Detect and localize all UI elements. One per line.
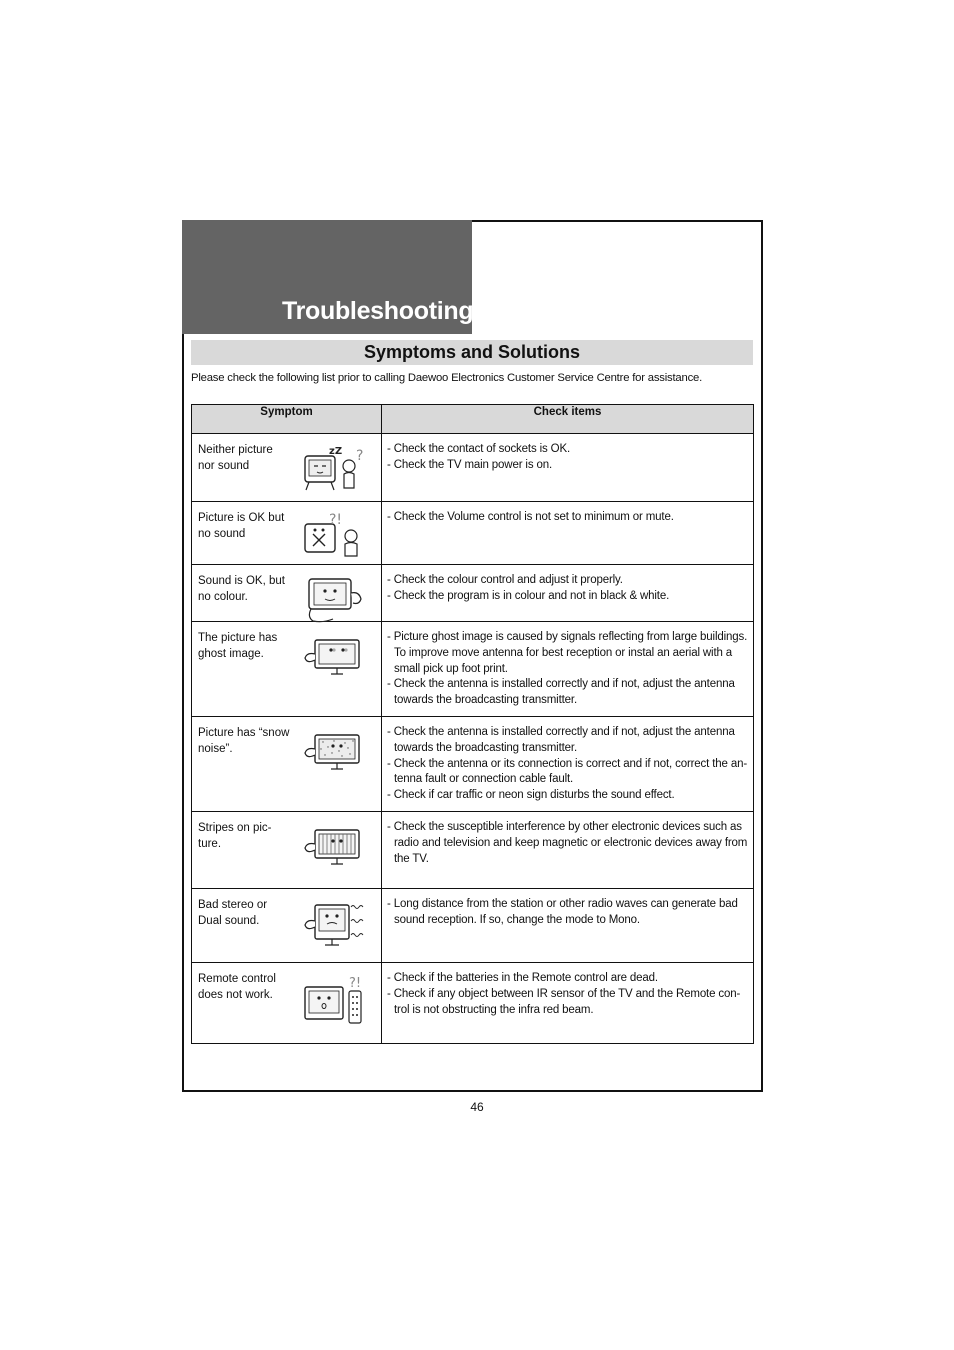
symptom-cell [192,565,382,622]
no-colour-tv-icon [301,575,367,627]
check-list [387,510,749,526]
check-list [387,971,749,1018]
check-items-cell [382,622,754,717]
symptom-cell [192,889,382,963]
check-item: - Check if any object between IR sensor of the TV and the Remote con-trol is not obstructing the infra red beam. [387,987,749,1019]
symptom-label: Remote control does not work. [198,973,276,1001]
check-item: - Check the contact of sockets is OK. [387,442,749,458]
svg-text:?!: ?! [329,512,343,528]
bad-sound-tv-icon [301,899,367,951]
symptom-label: Picture is OK but no sound [198,512,285,540]
section-title: Symptoms and Solutions [363,342,581,362]
symptom-label: Neither picture nor sound [198,444,273,472]
check-item: - Check the antenna or its connection is correct and if not, correct the an-tenna fault or connection cable fault. [387,757,749,789]
symptom-label: Bad stereo or Dual sound. [198,899,268,927]
table-row [192,565,754,622]
remote-control-tv-icon [301,973,367,1025]
check-item: - Picture ghost image is caused by signals reflecting from large buildings. To improve move antenna for best reception or instal an aerial with a small pick up foot print. [387,630,749,677]
check-items-cell [382,565,754,622]
check-items-cell [382,812,754,889]
check-list [387,820,749,867]
check-item: - Check the colour control and adjust it properly. [387,573,749,589]
symptom-cell [192,502,382,565]
check-list [387,897,749,929]
svg-text:?!: ?! [349,976,362,991]
check-item: - Check the susceptible interference by other electronic devices such as radio and television and keep magnetic or electronic devices away from the TV. [387,820,749,867]
symptom-cell [192,812,382,889]
intro-text: Please check the following list prior to calling Daewoo Electronics Customer Service Centre for assistance. [191,372,703,384]
check-items-cell [382,963,754,1044]
check-item: - Check the program is in colour and not in black & white. [387,589,749,605]
check-items-cell [382,502,754,565]
table-row [192,434,754,502]
symptom-label: Stripes on pic-ture. [198,822,272,850]
check-item: - Check if the batteries in the Remote control are dead. [387,971,749,987]
check-items-cell [382,889,754,963]
symptom-cell [192,622,382,717]
title-banner [182,220,472,334]
svg-text:?: ? [356,448,364,464]
check-list [387,573,749,605]
table-row [192,622,754,717]
snow-noise-tv-icon [301,727,367,779]
section-header [191,340,753,365]
table-header-row [192,405,754,434]
check-item: - Check if car traffic or neon sign disturbs the sound effect. [387,788,749,804]
symptom-label: Sound is OK, but no colour. [198,575,285,603]
table-row [192,717,754,812]
check-item: - Check the antenna is installed correctly and if not, adjust the antenna towards the broadcasting transmitter. [387,677,749,709]
check-item: - Check the antenna is installed correctly and if not, adjust the antenna towards the broadcasting transmitter. [387,725,749,757]
page-number: 46 [470,1100,484,1114]
check-list [387,442,749,474]
header-check-items: Check items [382,405,754,434]
symptom-label: Picture has “snow noise”. [198,727,290,755]
header-symptom: Symptom [192,405,382,434]
striped-tv-icon [301,822,367,874]
sleeping-tv-icon [301,444,367,496]
symptom-cell [192,717,382,812]
check-item: - Check the Volume control is not set to minimum or mute. [387,510,749,526]
table-row [192,963,754,1044]
table-row [192,812,754,889]
check-list [387,630,749,709]
check-item: - Check the TV main power is on. [387,458,749,474]
table-row [192,502,754,565]
symptom-cell [192,434,382,502]
check-item: - Long distance from the station or other radio waves can generate bad sound reception. If so, change the mode to Mono. [387,897,749,929]
troubleshooting-table [191,404,754,1044]
table-row [192,889,754,963]
symptom-cell [192,963,382,1044]
page-title: Troubleshooting [282,297,474,325]
svg-text:zZ: zZ [329,446,343,457]
ghost-image-tv-icon [301,632,367,684]
symptom-label: The picture has ghost image. [198,632,278,660]
muted-tv-icon [301,512,367,564]
check-items-cell [382,434,754,502]
check-list [387,725,749,804]
check-items-cell [382,717,754,812]
